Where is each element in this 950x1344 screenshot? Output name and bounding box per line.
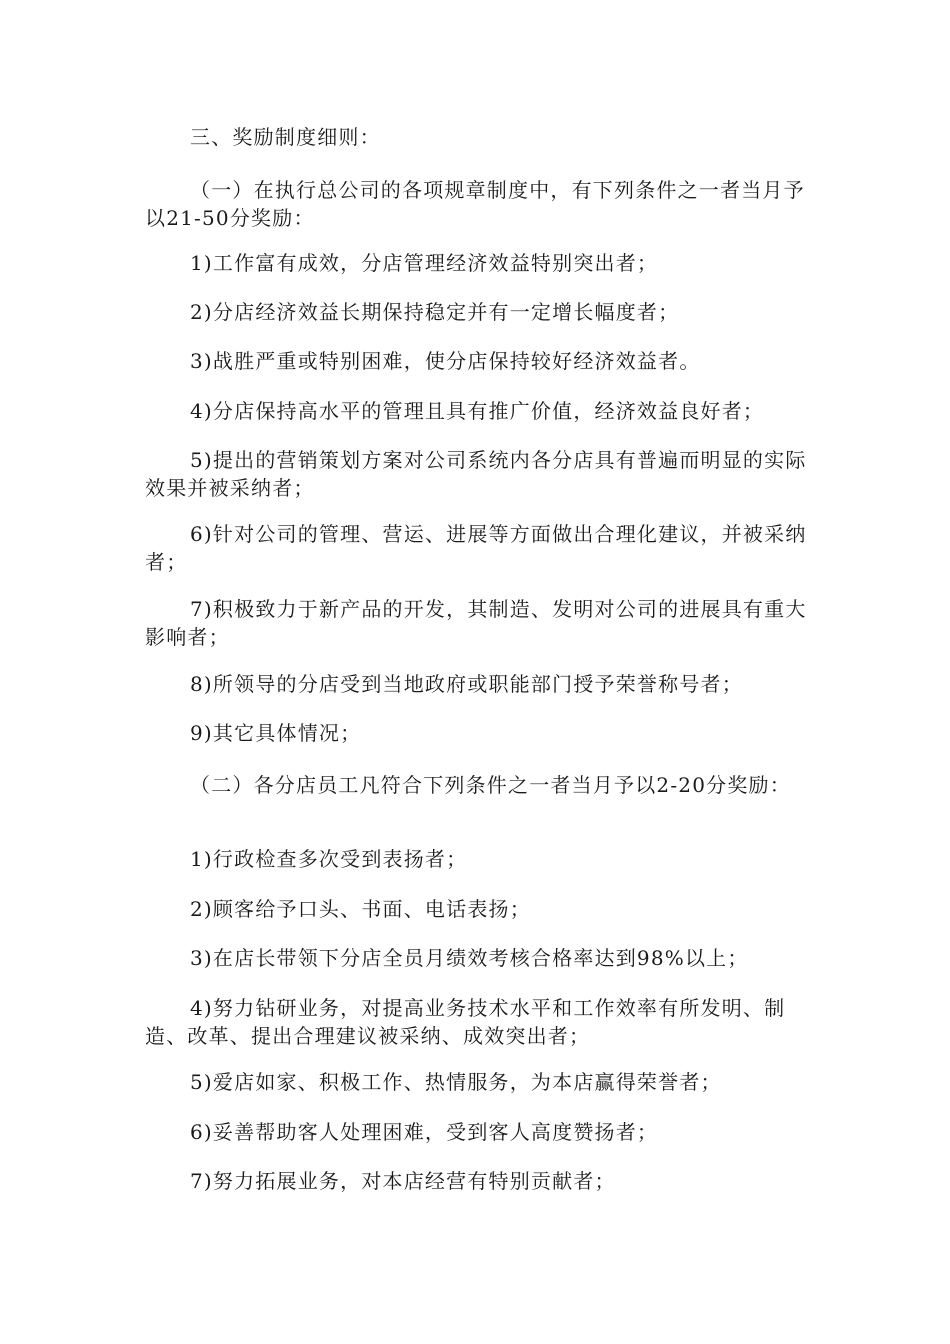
- part1-item-9: 9)其它具体情况；: [190, 721, 362, 745]
- part1-item-5: 5)提出的营销策划方案对公司系统内各分店具有普遍而明显的实际效果并被采纳者；: [145, 448, 807, 500]
- part1-item-6: 6)针对公司的管理、营运、进展等方面做出合理化建议，并被采纳者；: [145, 522, 807, 574]
- part1-item-8: 8)所领导的分店受到当地政府或职能部门授予荣誉称号者；: [190, 672, 743, 696]
- part1-item-1: 1)工作富有成效，分店管理经济效益特别突出者；: [190, 251, 659, 275]
- part1-item-7: 7)积极致力于新产品的开发，其制造、发明对公司的进展具有重大影响者；: [145, 597, 807, 649]
- part2-heading: （二）各分店员工凡符合下列条件之一者当月予以2-20分奖励：: [190, 773, 791, 797]
- part2-item-2: 2)顾客给予口头、书面、电话表扬；: [190, 897, 531, 921]
- part2-item-1: 1)行政检查多次受到表扬者；: [190, 847, 468, 871]
- part2-item-3: 3)在店长带领下分店全员月绩效考核合格率达到98%以上；: [190, 946, 749, 970]
- part2-item-7: 7)努力拓展业务，对本店经营有特别贡献者；: [190, 1169, 616, 1193]
- part2-item-4: 4)努力钻研业务，对提高业务技术水平和工作效率有所发明、制造、改革、提出合理建议被采纳、成效突出者；: [145, 996, 786, 1048]
- part2-item-5: 5)爱店如家、积极工作、热情服务，为本店赢得荣誉者；: [190, 1070, 722, 1094]
- part2-item-6: 6)妥善帮助客人处理困难，受到客人高度赞扬者；: [190, 1120, 659, 1144]
- part1-item-3: 3)战胜严重或特别困难，使分店保持较好经济效益者。: [190, 349, 701, 373]
- part1-item-4: 4)分店保持高水平的管理且具有推广价值，经济效益良好者；: [190, 399, 765, 423]
- part1-heading: （一）在执行总公司的各项规章制度中，有下列条件之一者当月予以21-50分奖励：: [145, 178, 805, 230]
- section-title: 三、奖励制度细则：: [190, 125, 381, 149]
- part1-item-2: 2)分店经济效益长期保持稳定并有一定增长幅度者；: [190, 300, 680, 324]
